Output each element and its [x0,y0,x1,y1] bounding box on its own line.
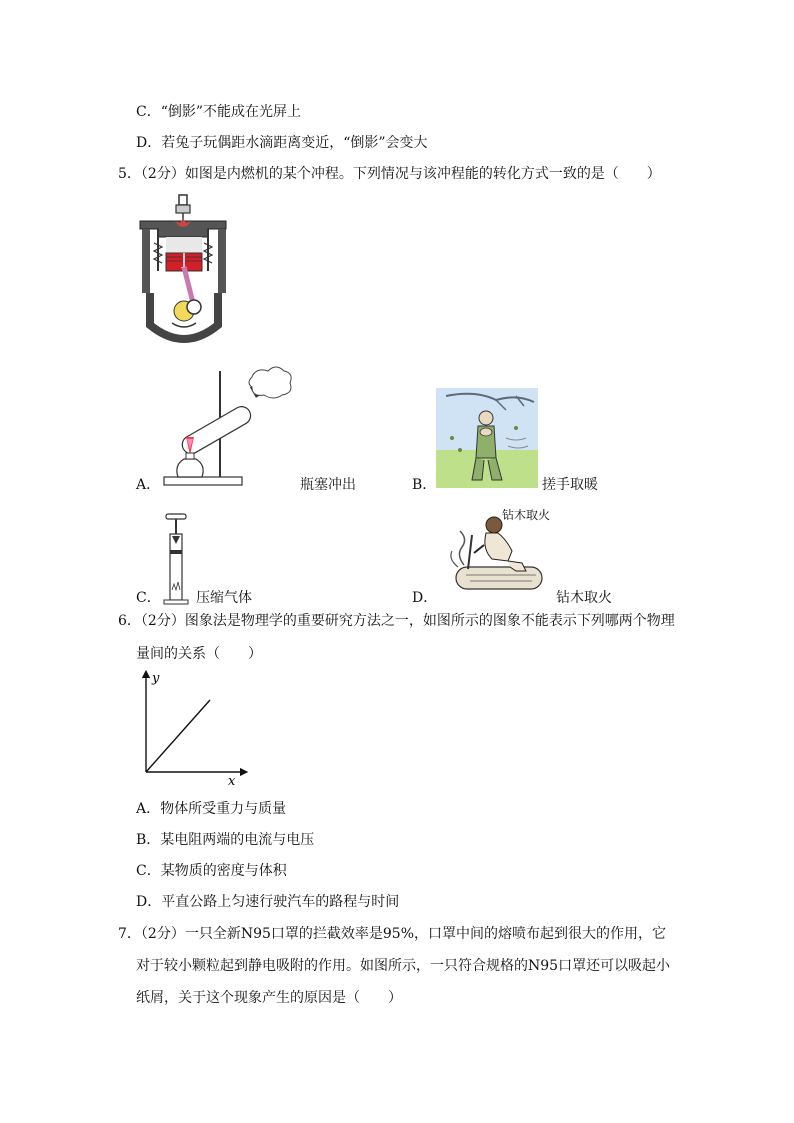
q5-option-a-label: A． [136,477,161,493]
q5-option-c-label: C． [136,590,161,606]
q5-option-d-image-title: 钻木取火 [502,508,551,522]
q7-stem-line3: 纸屑，关于这个现象产生的原因是（ ） [136,990,402,1006]
q4-option-d: D．若兔子玩偶距水滴距离变近，“倒影”会变大 [136,135,428,151]
rubbing-hands-figure [436,388,538,488]
graph-line [146,700,210,772]
q5-stem: 5．（2分）如图是内燃机的某个冲程。下列情况与该冲程能的转化方式一致的是（ ） [118,166,661,182]
q5-option-b-caption: 搓手取暖 [542,477,598,493]
engine-stroke-diagram [136,193,232,347]
drilling-wood-fire-figure [436,505,546,603]
q6-stem-line1: 6．（2分）图象法是物理学的重要研究方法之一，如图所示的图象不能表示下列哪两个物理 [118,613,675,629]
q5-option-d-label: D． [412,590,438,606]
graph-x-label: x [228,774,236,788]
q6-option-a: A．物体所受重力与质量 [136,801,287,817]
gas-compression-figure [160,510,192,608]
q4-option-c: C．“倒影”不能成在光屏上 [136,104,302,120]
q6-stem-line2: 量间的关系（ ） [136,646,262,662]
q6-option-c: C．某物质的密度与体积 [136,863,287,879]
q7-stem-line2: 对于较小颗粒起到静电吸附的作用。如图所示，一只符合规格的N95口罩还可以吸起小 [136,958,671,974]
q6-option-d: D．平直公路上匀速行驶汽车的路程与时间 [136,894,400,910]
q6-option-b: B．某电阻两端的电流与电压 [136,832,315,848]
stopper-popping-figure [160,365,296,489]
q7-stem-line1: 7．（2分）一只全新N95口罩的拦截效率是95%，口罩中间的熔喷布起到很大的作用，它 [118,926,666,942]
linear-graph [130,668,250,788]
q5-option-c-caption: 压缩气体 [196,590,252,606]
q5-option-b-label: B． [412,477,437,493]
graph-y-label: y [152,671,160,686]
q5-option-d-caption: 钻木取火 [556,590,612,606]
q5-option-a-caption: 瓶塞冲出 [300,477,356,493]
